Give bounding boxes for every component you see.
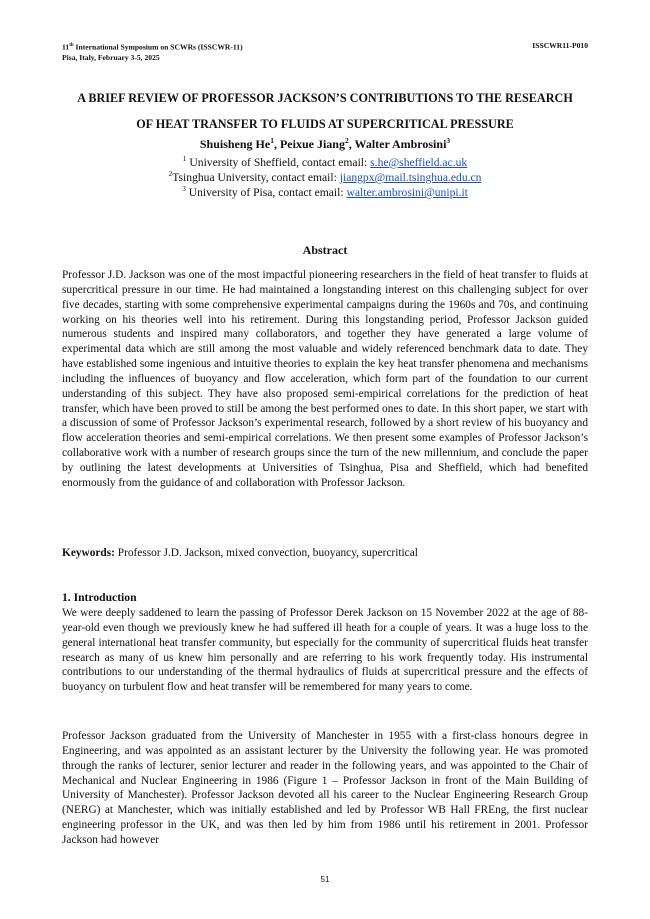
- author-mark: 2: [344, 136, 349, 145]
- title-line-2: OF HEAT TRANSFER TO FLUIDS AT SUPERCRITICAL PRESSURE: [136, 117, 514, 131]
- keywords: [62, 546, 588, 561]
- author-name: Peixue Jiang: [279, 137, 345, 151]
- email-link[interactable]: jiangpx@mail.tsinghua.edu.cn: [339, 170, 482, 184]
- author-mark: 3: [446, 136, 451, 145]
- paper-id: ISSCWR11-P010: [532, 41, 588, 50]
- conference-name: 11th International Symposium on SCWRs (ISSCWR-11): [62, 42, 243, 52]
- intro-paragraph-1: We were deeply saddened to learn the passing of Professor Derek Jackson on 15 November 2022 at the age of 88-year-old even though we previously knew he had suffered ill heath for a couple of years. It was a huge loss to the general international heat transfer community, but especially for the community of supercritical fluids heat transfer research as many of us knew him personally and are referring to his work frequently today. His instrumental contributions to our understanding of the thermal hydraulics of fluids at supercritical pressure and the effects of buoyancy on turbulent flow and heat transfer will be remembered for many years to come.: [62, 607, 588, 694]
- abstract-heading: Abstract: [302, 243, 348, 257]
- keywords-label: Keywords:: [62, 547, 115, 559]
- title-line-1: A BRIEF REVIEW OF PROFESSOR JACKSON’S CONTRIBUTIONS TO THE RESEARCH: [77, 91, 573, 105]
- running-header-left: [62, 41, 243, 63]
- affiliation-1: $^1$ University of Sheffield, contact email: s.he@sheffield.ac.uk: [182, 154, 468, 169]
- affiliation-3: $^3$ University of Pisa, contact email: walter.ambrosini@unipi.it: [182, 184, 468, 199]
- conference-location: Pisa, Italy, February 3-5, 2025: [62, 52, 160, 62]
- author-name: Walter Ambrosini: [354, 137, 447, 151]
- author-list: Shuisheng He$^1$, Peixue Jiang$^2$, Walter Ambrosini$^3$: [199, 136, 451, 151]
- email-link[interactable]: walter.ambrosini@unipi.it: [346, 185, 468, 199]
- page-number: 51: [320, 875, 330, 884]
- section-heading: 1. Introduction: [62, 591, 137, 604]
- keywords-text: Professor J.D. Jackson, mixed convection, buoyancy, supercritical: [114, 547, 418, 559]
- abstract-text: Professor J.D. Jackson was one of the most impactful pioneering researchers in the field of heat transfer to fluids at supercritical pressure in our time. He had maintained a longstanding interest on this challenging subject for over five decades, starting with some comprehensive experimental campaigns during the 1960s and 70s, and continuing working on his theories well into his retirement. During this longstanding period, Professor Jackson guided numerous students and inspired many collaborators, and together they have generated a large volume of experimental data which are still among the most valuable and widely referenced benchmark data to date. They have established some ingenious and intuitive theories to explain the key heat transfer phenomena and mechanisms including the influences of buoyancy and flow acceleration, which form part of the foundation to our current understanding of this subject. They have also proposed semi-empirical correlations for the prediction of heat transfer, which have been proved to still be among the best performed ones to date. In this short paper, we start with a discussion of some of Professor Jackson’s experimental research, followed by a short review of his buoyancy and flow acceleration theories and semi-empirical correlations. We then present some examples of Professor Jackson’s collaborative work with a number of research groups since the turn of the new millennium, and conclude the paper by outlining the latest developments at Universities of Tsinghua, Pisa and Sheffield, which had benefited enormously from the guidance of and collaboration with Professor Jackson.: [62, 269, 588, 489]
- paper-title: [40, 85, 610, 137]
- affiliation-2: $^2$Tsinghua University, contact email: jiangpx@mail.tsinghua.edu.cn: [168, 169, 482, 184]
- intro-paragraph-2: Professor Jackson graduated from the University of Manchester in 1955 with a first-class honours degree in Engineering, and was appointed as an assistant lecturer by the University the following year. He was promoted through the ranks of lecturer, senior lecturer and reader in the following years, and was appointed to the Chair of Mechanical and Nuclear Engineering in 1986 (Figure 1 – Professor Jackson in front of the Main Building of University of Manchester). Professor Jackson devoted all his career to the Nuclear Engineering Research Group (NERG) at Manchester, which was initially established and led by Professor WB Hall FREng, the first nuclear engineering professor in the UK, and was then led by him from 1986 until his retirement in 2001. Professor Jackson had however: [62, 730, 588, 846]
- author-name: Shuisheng He: [199, 137, 271, 151]
- email-link[interactable]: s.he@sheffield.ac.uk: [370, 155, 468, 169]
- author-mark: 1: [270, 136, 274, 145]
